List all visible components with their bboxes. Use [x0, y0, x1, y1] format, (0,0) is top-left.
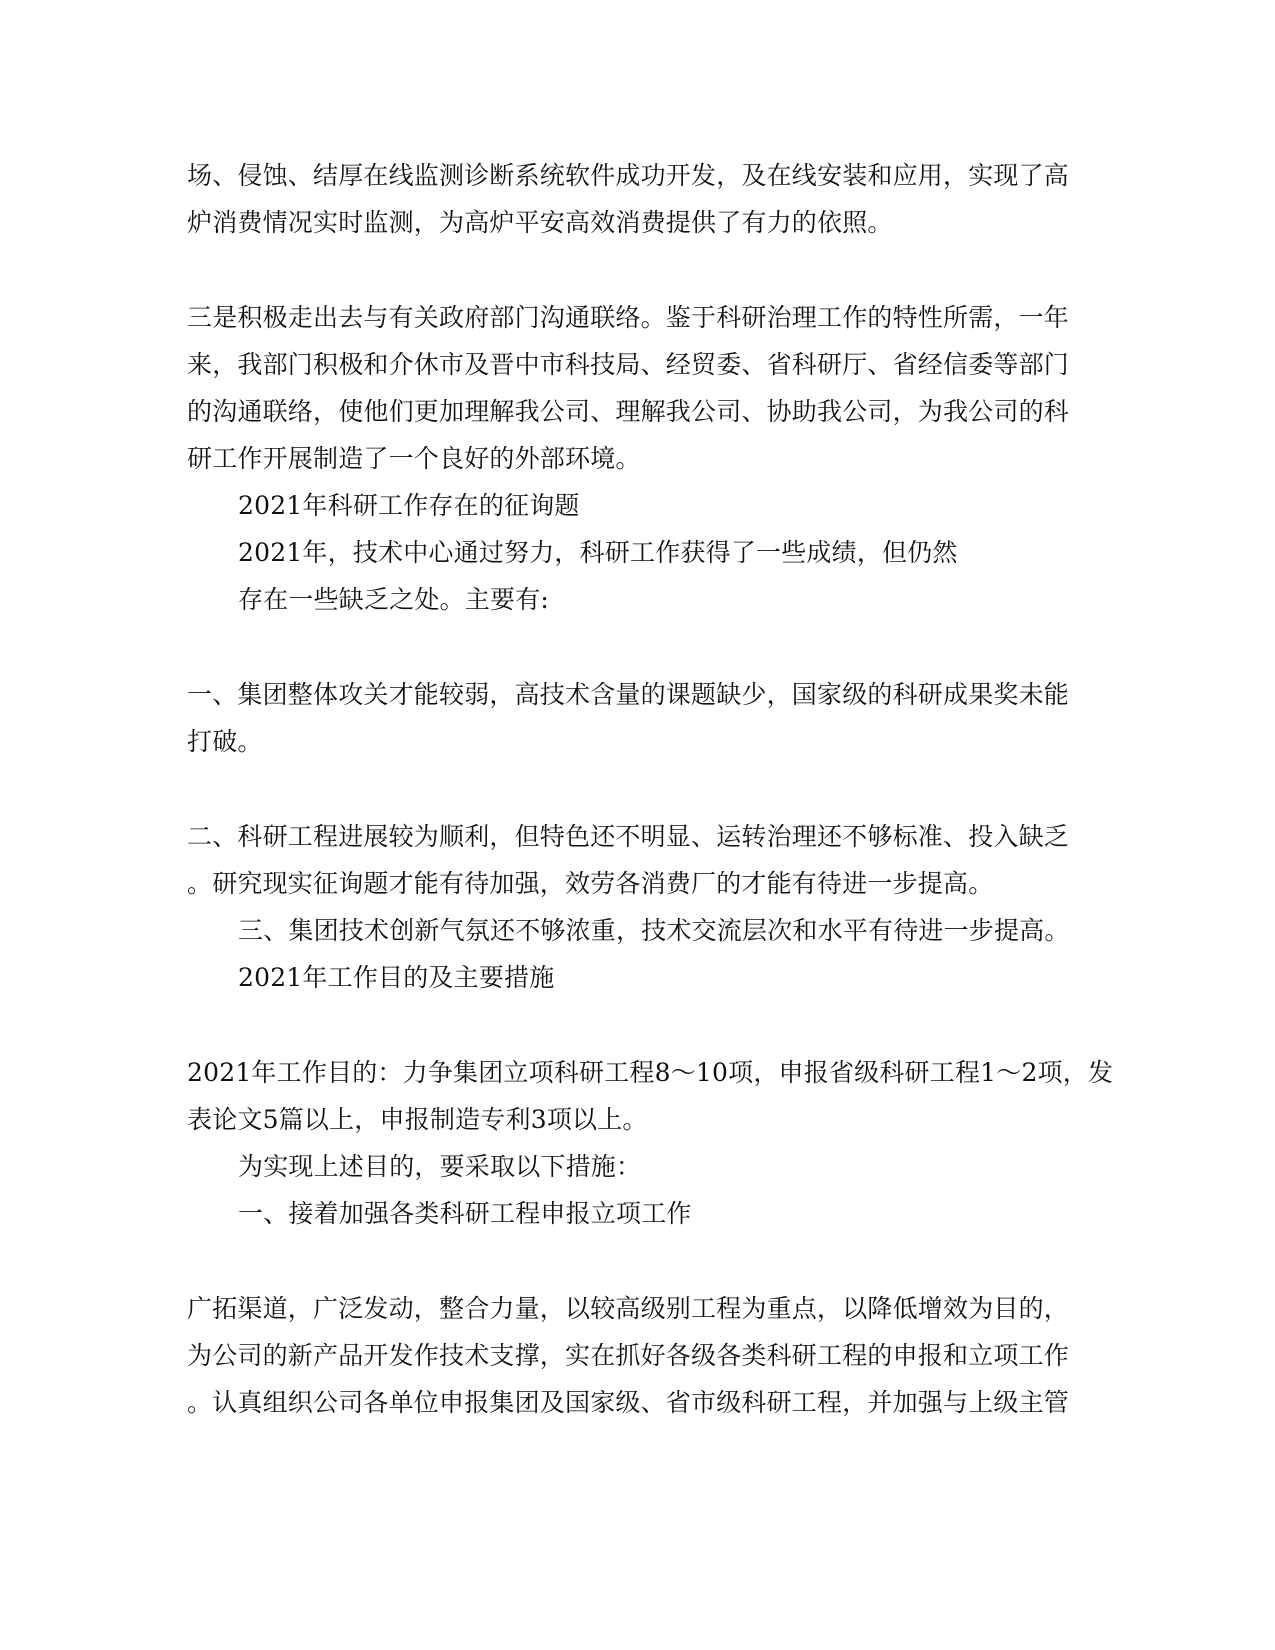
text-line: 。认真组织公司各单位申报集团及国家级、省市级科研工程，并加强与上级主管	[187, 1388, 1070, 1417]
text-line: 二、科研工程进展较为顺利，但特色还不明显、运转治理还不够标准、投入缺乏	[187, 822, 1070, 851]
text-line: 的沟通联络，使他们更加理解我公司、理解我公司、协助我公司，为我公司的科	[187, 397, 1070, 426]
text-line: 三是积极走出去与有关政府部门沟通联络。鉴于科研治理工作的特性所需，一年	[187, 303, 1070, 332]
text-line: 为公司的新产品开发作技术支撑，实在抓好各级各类科研工程的申报和立项工作	[187, 1341, 1070, 1370]
text-line: 研工作开展制造了一个良好的外部环境。	[187, 444, 641, 473]
text-line: 广拓渠道，广泛发动，整合力量，以较高级别工程为重点，以降低增效为目的，	[187, 1294, 1070, 1323]
text-line: 表论文5篇以上，申报制造专利3项以上。	[187, 1105, 648, 1134]
text-line: 一、集团整体攻关才能较弱，高技术含量的课题缺少，国家级的科研成果奖未能	[187, 680, 1070, 709]
text-line: 为实现上述目的，要采取以下措施：	[238, 1152, 642, 1181]
text-line: 。研究现实征询题才能有待加强，效劳各消费厂的才能有待进一步提高。	[187, 869, 994, 898]
text-line: 2021年，技术中心通过努力，科研工作获得了一些成绩，但仍然	[238, 538, 958, 567]
text-line: 炉消费情况实时监测，为高炉平安高效消费提供了有力的依照。	[187, 208, 893, 237]
text-line: 打破。	[187, 727, 263, 756]
section-heading: 2021年工作目的及主要措施	[238, 963, 555, 992]
section-heading: 一、接着加强各类科研工程申报立项工作	[238, 1199, 692, 1228]
text-line: 存在一些缺乏之处。主要有:	[238, 585, 550, 614]
text-line: 场、侵蚀、结厚在线监测诊断系统软件成功开发，及在线安装和应用，实现了高	[187, 161, 1070, 190]
text-line: 来，我部门积极和介休市及晋中市科技局、经贸委、省科研厅、省经信委等部门	[187, 350, 1070, 379]
section-heading: 2021年科研工作存在的征询题	[238, 491, 580, 520]
text-line: 三、集团技术创新气氛还不够浓重，技术交流层次和水平有待进一步提高。	[238, 916, 1070, 945]
text-line: 2021年工作目的：力争集团立项科研工程8～10项，申报省级科研工程1～2项，发	[187, 1058, 1114, 1087]
